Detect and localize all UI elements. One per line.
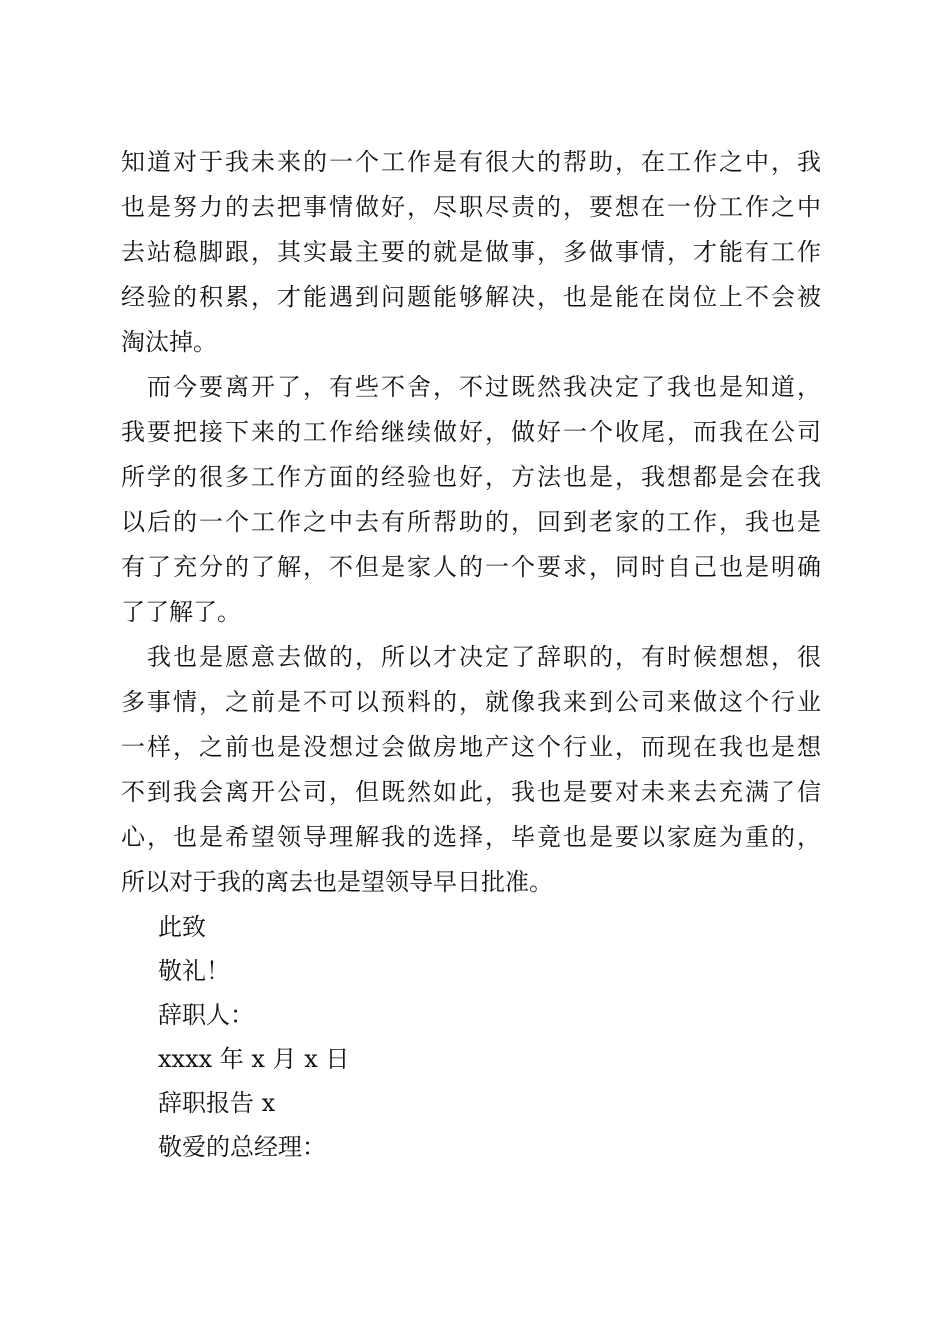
salutation: 此致: [158, 913, 206, 941]
document-body: [121, 140, 821, 1169]
resigner-label: 辞职人：: [158, 1001, 254, 1029]
text-line: 不到我会离开公司，但既然如此，我也是要对未来去充满了信: [121, 778, 821, 806]
text-line: 我也是愿意去做的，所以才决定了辞职的，有时候想想，很: [121, 643, 821, 671]
text-line: 知道对于我未来的一个工作是有很大的帮助，在工作之中，我: [121, 148, 821, 176]
text-line: 所以对于我的离去也是望领导早日批准。: [121, 868, 553, 896]
closing-block: [121, 905, 821, 1169]
paragraph-3: [121, 635, 821, 905]
text-line: 多事情，之前是不可以预料的，就像我来到公司来做这个行业: [121, 688, 821, 716]
paragraph-1: [121, 140, 821, 365]
next-document-greeting: 敬爱的总经理：: [158, 1133, 326, 1161]
text-line: 了了解了。: [121, 598, 241, 626]
text-line: 而今要离开了，有些不舍，不过既然我决定了我也是知道，: [121, 373, 821, 401]
text-line: 我要把接下来的工作给继续做好，做好一个收尾，而我在公司: [121, 418, 821, 446]
text-line: 一样，之前也是没想过会做房地产这个行业，而现在我也是想: [121, 733, 821, 761]
paragraph-2: [121, 365, 821, 635]
date: xxxx 年 x 月 x 日: [158, 1045, 350, 1073]
next-document-title: 辞职报告 x: [158, 1089, 276, 1117]
text-line: 以后的一个工作之中去有所帮助的，回到老家的工作，我也是: [121, 508, 821, 536]
text-line: 也是努力的去把事情做好，尽职尽责的，要想在一份工作之中: [121, 193, 821, 221]
text-line: 所学的很多工作方面的经验也好，方法也是，我想都是会在我: [121, 463, 821, 491]
text-line: 心，也是希望领导理解我的选择，毕竟也是要以家庭为重的，: [121, 823, 821, 851]
text-line: 去站稳脚跟，其实最主要的就是做事，多做事情，才能有工作: [121, 238, 821, 266]
text-line: 有了充分的了解，不但是家人的一个要求，同时自己也是明确: [121, 553, 821, 581]
regards: 敬礼！: [158, 957, 230, 985]
text-line: 淘汰掉。: [121, 328, 217, 356]
text-line: 经验的积累，才能遇到问题能够解决，也是能在岗位上不会被: [121, 283, 821, 311]
